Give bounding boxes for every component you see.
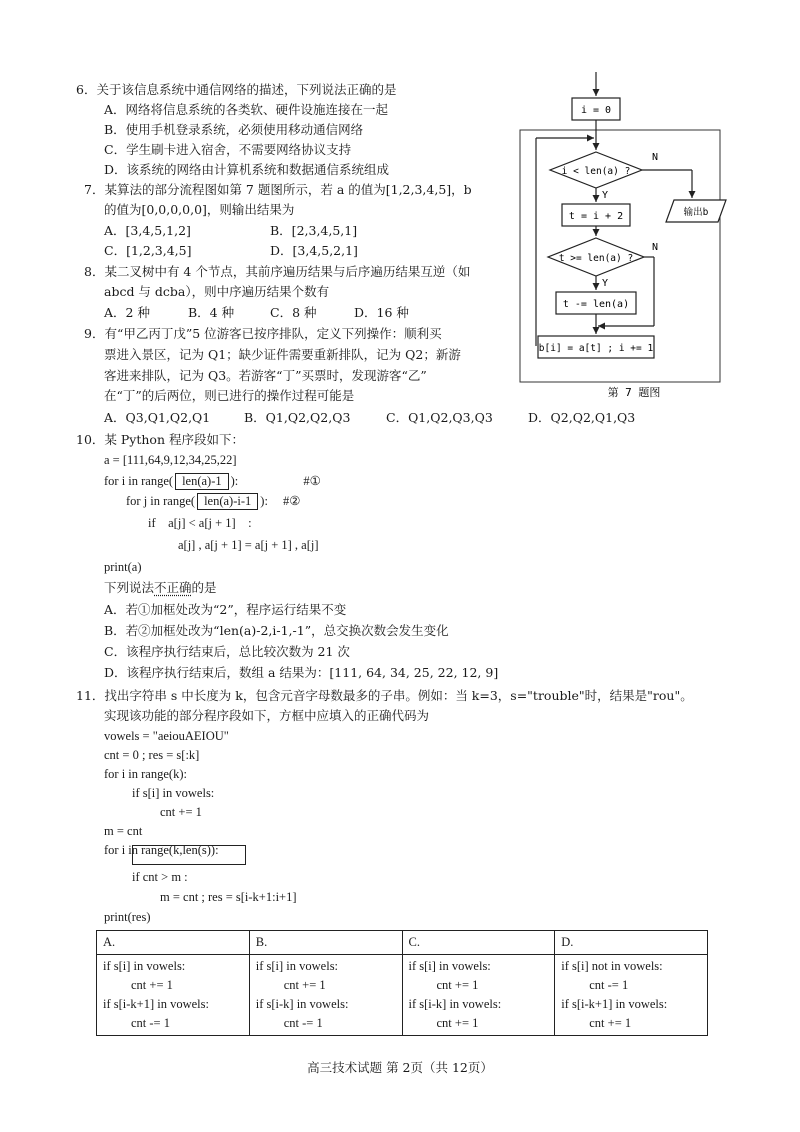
q11-table-label-b: B.	[249, 931, 402, 955]
q7-number: 7．	[84, 182, 105, 197]
q10-ask	[104, 578, 217, 598]
q11-answer-table	[96, 930, 708, 1036]
q10-box-1: len(a)-1	[175, 473, 229, 490]
q9-option-c: C．Q1,Q2,Q3,Q3	[386, 410, 493, 425]
q7-stem-text-1: 某算法的部分流程图如第 7 题图所示，若 a 的值为[1,2,3,4,5]，b	[104, 182, 472, 197]
q11-a-line4: cnt -= 1	[131, 1016, 170, 1030]
q11-table-label-d: D.	[555, 931, 708, 955]
q11-code-line4: if s[i] in vowels:	[132, 786, 215, 800]
q10-number: 10．	[76, 432, 105, 447]
q8-option-a: A．2 种	[104, 305, 150, 320]
flowchart-figure	[514, 70, 754, 406]
q11-table-body-row	[97, 955, 708, 1036]
q10-stem-text: 某 Python 程序段如下：	[104, 432, 244, 447]
q11-number: 11．	[76, 688, 105, 703]
q10-ask-pre: 下列说法	[104, 580, 155, 595]
q11-c-line1: if s[i] in vowels:	[408, 959, 491, 973]
q7-option-a: A．[3,4,5,1,2]	[104, 223, 191, 238]
q11-table-header-row	[97, 931, 708, 955]
q10-stem	[76, 430, 244, 450]
flow-step1-text: t = i + 2	[568, 211, 624, 222]
q10-code-line2	[104, 472, 321, 491]
q10-ask-emphasis: 不正确	[154, 580, 192, 595]
q11-table-cell-d	[555, 955, 708, 1036]
q11-c-line2: cnt += 1	[436, 978, 479, 992]
q10-code-line2-pre: for i in range(	[104, 474, 174, 488]
q9-stem-text-1: 有“甲乙丙丁戊”5 位游客已按序排队，定义下列操作：顺利买	[104, 326, 442, 341]
q11-table-label-c: C.	[402, 931, 555, 955]
q9-number: 9．	[84, 326, 105, 341]
q11-table-cell-b	[249, 955, 402, 1036]
q11-code-line6: m = cnt	[104, 824, 143, 838]
q10-code-line3	[126, 492, 301, 511]
q11-code-line3: for i in range(k):	[104, 767, 187, 781]
flow-cond1-text: i < len(a) ?	[561, 166, 631, 177]
q10-code-line3-post: ):	[260, 494, 268, 508]
q9-stem-line3: 客进来排队，记为 Q3。若游客“丁”买票时，发现游客“乙”	[104, 368, 427, 383]
page-footer: 高三技术试题 第 2页（共 12页）	[307, 1060, 493, 1075]
flowchart-caption: 第 7 题图	[607, 386, 661, 399]
q10-mark-2: #②	[283, 494, 301, 508]
q11-c-line4: cnt += 1	[436, 1016, 479, 1030]
q6-option-c: C．学生刷卡进入宿舍，不需要网络协议支持	[104, 142, 352, 157]
q11-stem-line1	[76, 686, 693, 706]
q6-stem	[76, 80, 396, 100]
q11-code-line1: vowels = "aeiouAEIOU"	[104, 729, 229, 743]
q9-option-b: B．Q1,Q2,Q2,Q3	[244, 410, 351, 425]
q11-d-line2: cnt -= 1	[589, 978, 629, 992]
q11-b-line1: if s[i] in vowels:	[255, 959, 339, 973]
q10-option-d: D．该程序执行结束后，数组 a 结果为：[111, 64, 34, 25, 22, 12, 9]	[104, 665, 499, 680]
q11-table-cell-c	[402, 955, 555, 1036]
q11-code-line7: for i in range(k,len(s)):	[104, 843, 219, 857]
q11-b-line2: cnt += 1	[283, 978, 326, 992]
q9-option-a: A．Q3,Q1,Q2,Q1	[104, 410, 211, 425]
q8-stem-line1	[84, 262, 470, 282]
q9-stem-line1	[84, 324, 442, 344]
q10-code-line3-pre: for j in range(	[126, 494, 196, 508]
q7-stem-line2: 的值为[0,0,0,0,0]，则输出结果为	[104, 202, 295, 217]
q10-box-2: len(a)-i-1	[197, 493, 258, 510]
q10-code-line2-post: ):	[230, 474, 239, 488]
q9-option-d: D．Q2,Q2,Q1,Q3	[528, 410, 636, 425]
q7-option-d: D．[3,4,5,2,1]	[270, 243, 358, 258]
flow-cond2-text: t >= len(a) ?	[558, 253, 634, 264]
flow-yes1-label: Y	[602, 190, 609, 201]
q10-ask-post: 的是	[191, 580, 217, 595]
q9-stem-line4: 在“丁”的后两位，则已进行的操作过程可能是	[104, 388, 355, 403]
q11-a-line2: cnt += 1	[131, 978, 173, 992]
q7-stem-line1	[84, 180, 472, 200]
q11-d-line3: if s[i-k+1] in vowels:	[561, 997, 668, 1011]
q11-code-line10: print(res)	[104, 910, 151, 924]
flow-no1-label: N	[652, 152, 659, 163]
flow-start-text: i = 0	[580, 105, 612, 116]
q11-b-line4: cnt -= 1	[283, 1016, 323, 1030]
q6-option-b: B．使用手机登录系统，必须使用移动通信网络	[104, 122, 364, 137]
q11-code-line8: if cnt > m :	[132, 870, 188, 884]
q11-stem-line2: 实现该功能的部分程序段如下，方框中应填入的正确代码为	[104, 708, 430, 723]
q6-number: 6．	[76, 82, 97, 97]
q6-option-a: A．网络将信息系统的各类软、硬件设施连接在一起	[104, 102, 389, 117]
flow-yes2-label: Y	[602, 278, 609, 289]
q10-option-a: A．若①加框处改为“2”，程序运行结果不变	[104, 602, 347, 617]
flow-step3-text: b[i] = a[t] ; i += 1	[538, 343, 654, 354]
q8-stem-text-1: 某二叉树中有 4 个节点，其前序遍历结果与后序遍历结果互逆（如	[104, 264, 471, 279]
q8-option-b: B．4 种	[188, 305, 235, 320]
q6-stem-text: 关于该信息系统中通信网络的描述，下列说法正确的是	[96, 82, 397, 97]
q9-stem-line2: 票进入景区，记为 Q1；缺少证件需要重新排队，记为 Q2；新游	[104, 347, 461, 362]
q11-code-line9: m = cnt ; res = s[i-k+1:i+1]	[160, 890, 297, 904]
q10-option-b: B．若②加框处改为“len(a)-2,i-1,-1”，总交换次数会发生变化	[104, 623, 449, 638]
flow-step2-text: t -= len(a)	[562, 299, 630, 310]
q11-table-label-a: A.	[97, 931, 250, 955]
q10-mark-1: #①	[303, 474, 321, 488]
flow-no2-label: N	[652, 242, 659, 253]
q11-code-line2: cnt = 0 ; res = s[:k]	[104, 748, 200, 762]
q7-option-c: C．[1,2,3,4,5]	[104, 243, 192, 258]
q11-blank-box	[132, 845, 246, 865]
q11-a-line1: if s[i] in vowels:	[103, 959, 186, 973]
flow-output-text: 输出b	[683, 207, 709, 218]
q11-d-line4: cnt += 1	[589, 1016, 632, 1030]
q8-stem-line2: abcd 与 dcba），则中序遍历结果个数有	[104, 284, 330, 299]
q10-code-line5: a[j] , a[j + 1] = a[j + 1] , a[j]	[178, 538, 319, 552]
q11-table-cell-a	[97, 955, 250, 1036]
q11-stem-text-1: 找出字符串 s 中长度为 k，包含元音字母数最多的子串。例如：当 k=3，s="trouble"时，结果是"rou"。	[104, 688, 693, 703]
q8-option-d: D．16 种	[354, 305, 409, 320]
q11-d-line1: if s[i] not in vowels:	[561, 959, 663, 973]
q11-c-line3: if s[i-k] in vowels:	[408, 997, 502, 1011]
q8-number: 8．	[84, 264, 105, 279]
q10-code-line4: if a[j] < a[j + 1] :	[148, 516, 252, 530]
q7-option-b: B．[2,3,4,5,1]	[270, 223, 358, 238]
q11-b-line3: if s[i-k] in vowels:	[255, 997, 349, 1011]
q10-code-line1: a = [111,64,9,12,34,25,22]	[104, 453, 237, 467]
q6-option-d: D．该系统的网络由计算机系统和数据通信系统组成	[104, 162, 390, 177]
q11-code-line5: cnt += 1	[160, 805, 202, 819]
q10-option-c: C．该程序执行结束后，总比较次数为 21 次	[104, 644, 350, 659]
q10-code-line6: print(a)	[104, 560, 142, 574]
q11-a-line3: if s[i-k+1] in vowels:	[103, 997, 209, 1011]
q8-option-c: C．8 种	[270, 305, 317, 320]
